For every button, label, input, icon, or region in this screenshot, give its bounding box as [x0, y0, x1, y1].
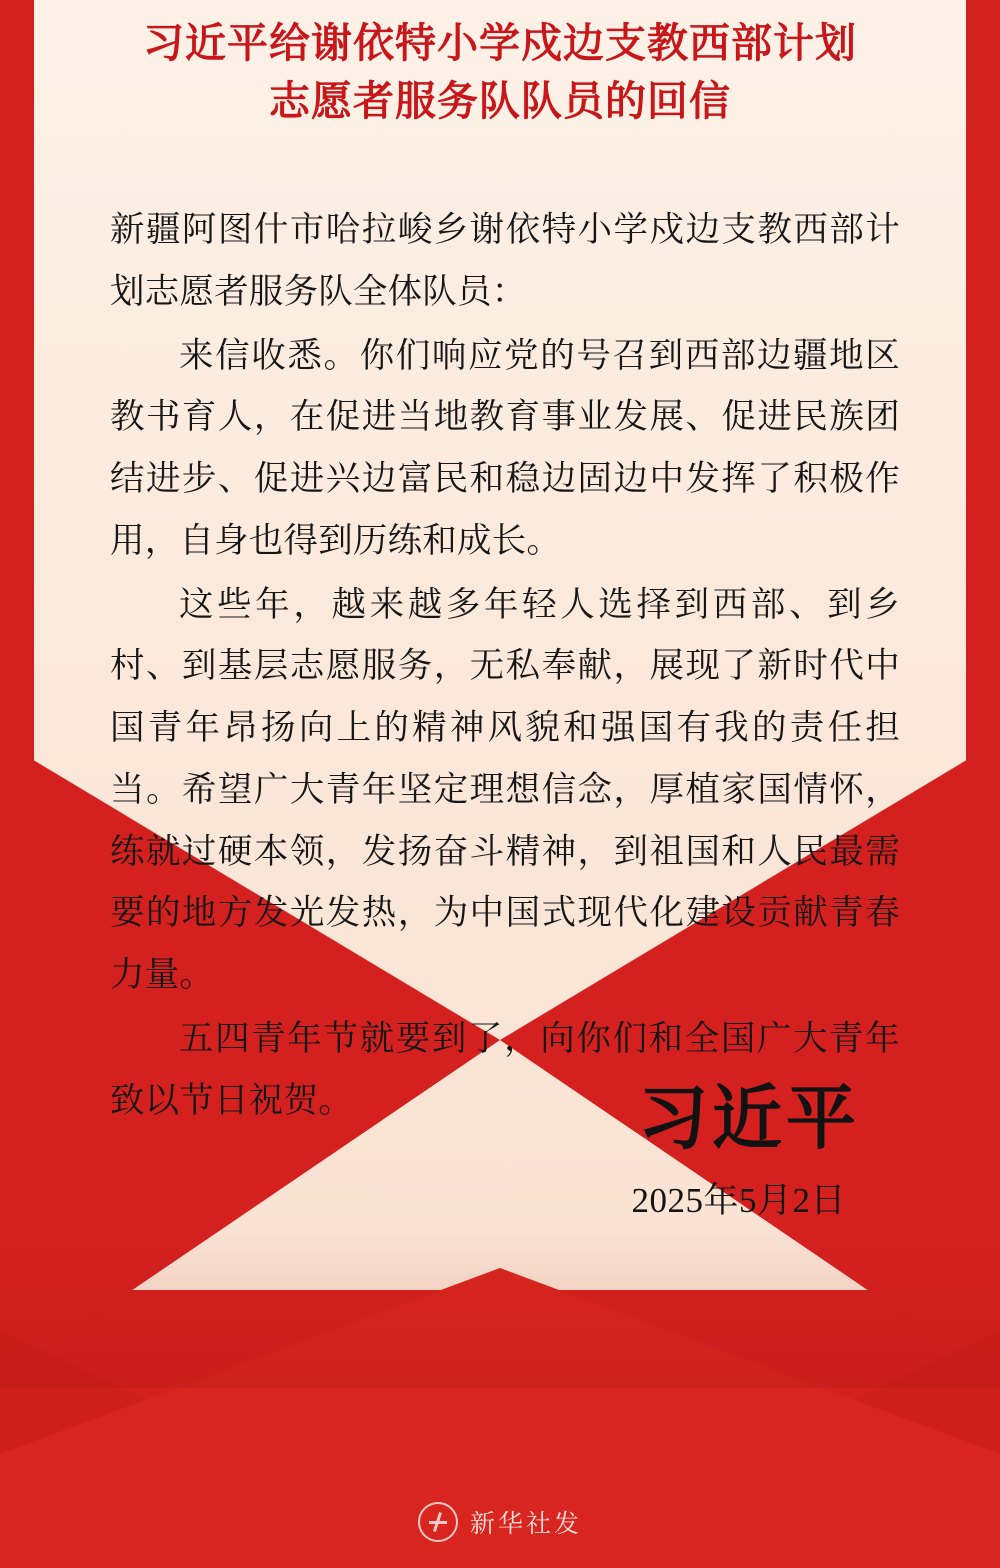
letter-paragraph-3: 五四青年节就要到了，向你们和全国广大青年致以节日祝贺。: [110, 1019, 900, 1120]
signature-name: 习近平: [638, 1081, 860, 1158]
letter-paragraph-2: 这些年，越来越多年轻人选择到西部、到乡村、到基层志愿服务，无私奉献，展现了新时代中国青年昂扬向上的精神风貌和强国有我的责任担当。希望广大青年坚定理想信念，厚植家国情怀，练就过硬本领，发扬奋斗精神，到祖国和人民最需要的地方发光发热，为中国式现代化建设贡献青春力量。: [110, 585, 900, 994]
title-line-1: 习近平给谢依特小学戍边支教西部计划: [143, 20, 857, 66]
letter-body: [110, 200, 900, 1134]
letter-paragraph-1: 来信收悉。你们响应党的号召到西部边疆地区教书育人，在促进当地教育事业发展、促进民族团结进步、促进兴边富民和稳边固边中发挥了积极作用，自身也得到历练和成长。: [110, 336, 900, 560]
page-title: [34, 14, 966, 130]
publisher-credit: [0, 1502, 1000, 1542]
signature-date: 2025年5月2日: [631, 1180, 846, 1220]
signature-block: [440, 1080, 860, 1223]
xinhua-logo-icon: [418, 1502, 458, 1542]
publisher-credit-text: 新华社发: [469, 1511, 582, 1538]
title-line-2: 志愿者服务队队员的回信: [269, 78, 731, 125]
letter-salutation: 新疆阿图什市哈拉峻乡谢依特小学戍边支教西部计划志愿者服务队全体队员：: [110, 211, 900, 311]
